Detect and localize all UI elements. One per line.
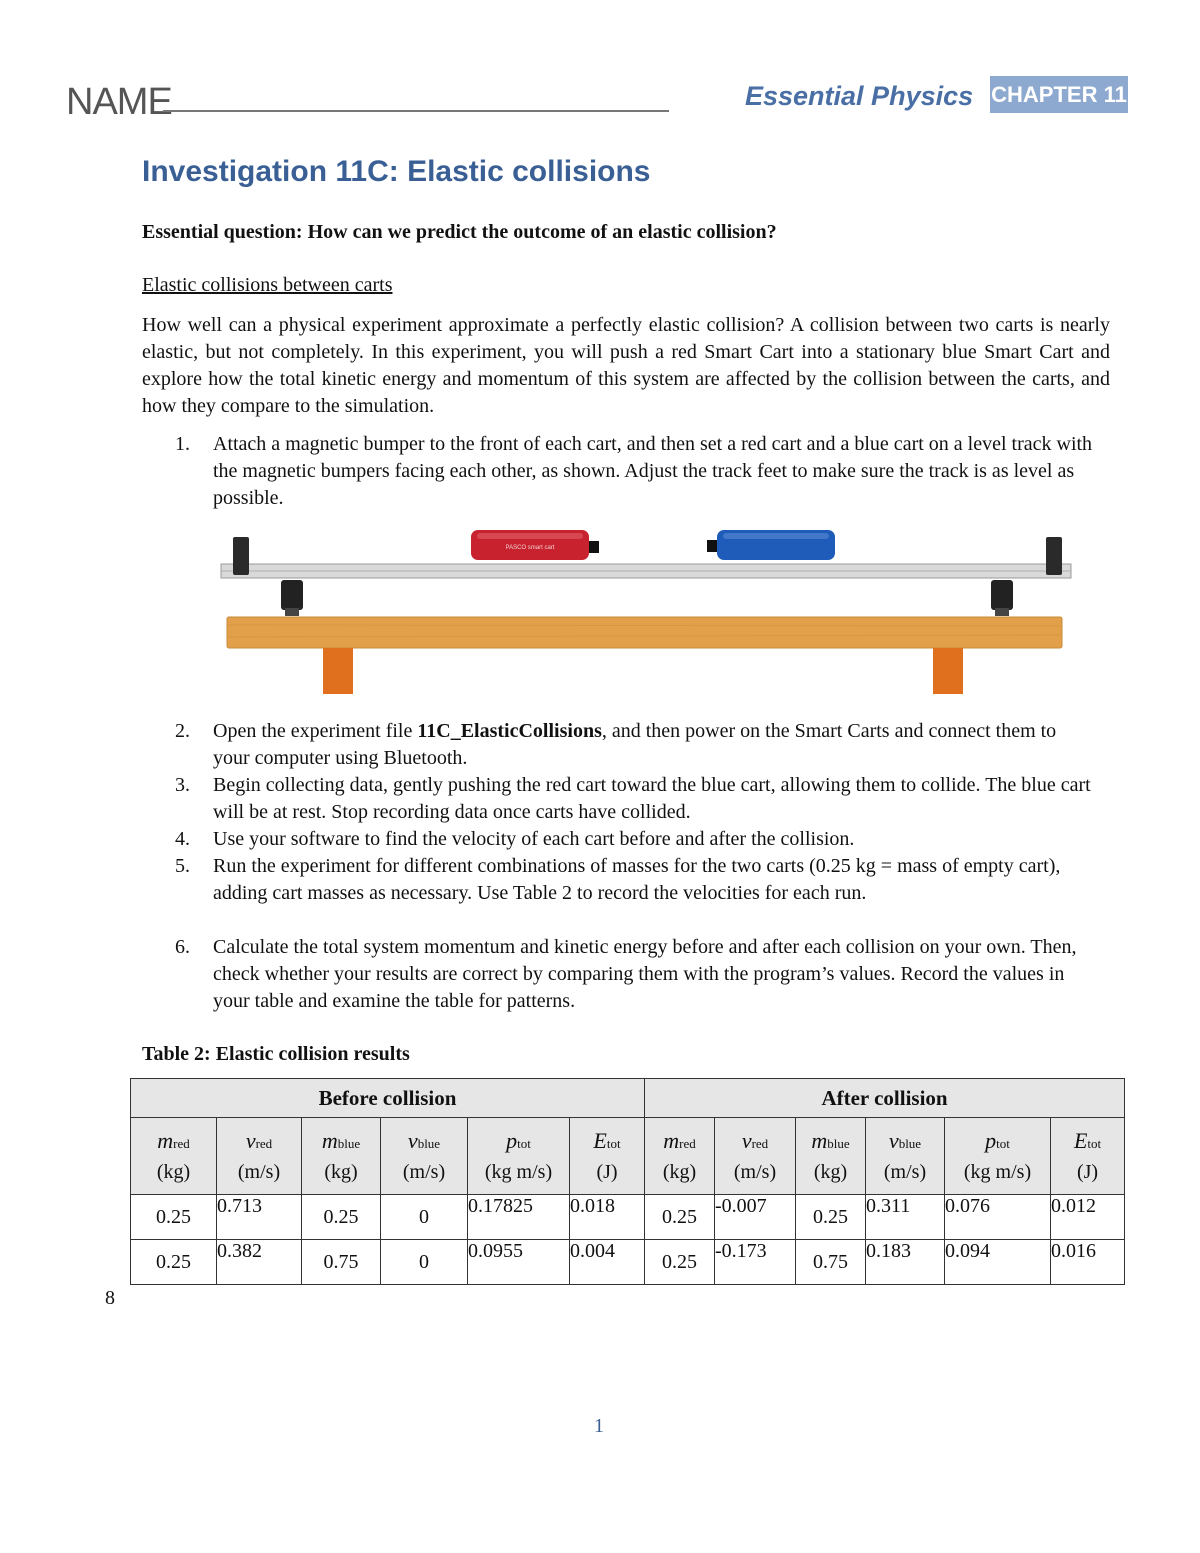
section-heading: Elastic collisions between carts (142, 274, 393, 296)
step-text (213, 718, 1095, 772)
table-cell: 0 (381, 1240, 468, 1285)
step-number: 5. (175, 855, 190, 877)
column-var: v (407, 1127, 418, 1153)
column-unit: (kg) (156, 1160, 191, 1183)
chapter-badge: CHAPTER 11 (990, 76, 1128, 113)
column-sub: tot (1087, 1135, 1102, 1151)
column-sub: blue (417, 1135, 441, 1151)
column-sub: red (679, 1135, 696, 1151)
table-cell: 0.25 (645, 1240, 715, 1285)
page-title: Investigation 11C: Elastic collisions (142, 155, 651, 188)
table-cell: 0.382 (217, 1240, 302, 1285)
column-header (302, 1118, 381, 1195)
column-unit: (J) (1076, 1160, 1099, 1183)
essential-question: Essential question: How can we predict the outcome of an elastic collision? (142, 221, 777, 243)
table-cell: -0.173 (715, 1240, 796, 1285)
column-var: v (741, 1127, 752, 1153)
step-5 (175, 853, 1095, 907)
table-cell: 0.0955 (468, 1240, 570, 1285)
table-row (131, 1240, 1125, 1285)
table-cell: 0.25 (796, 1195, 866, 1240)
step-3 (175, 772, 1095, 826)
column-unit: (J) (596, 1160, 618, 1183)
step-number: 4. (175, 828, 190, 850)
step-2 (175, 718, 1095, 772)
step-number: 6. (175, 936, 190, 958)
column-sub: tot (996, 1135, 1010, 1151)
table-cell: -0.007 (715, 1195, 796, 1240)
results-table (130, 1078, 1125, 1285)
table-cell: 0.004 (570, 1240, 645, 1285)
experiment-file-name: 11C_ElasticCollisions (417, 720, 602, 742)
step-4 (175, 826, 1095, 853)
column-header (570, 1118, 645, 1195)
page-number: 1 (594, 1415, 604, 1437)
table-cell: 0.076 (945, 1195, 1051, 1240)
column-sub: tot (606, 1135, 621, 1151)
table-cell: 0.713 (217, 1195, 302, 1240)
table-cell: 0.311 (866, 1195, 945, 1240)
step-number: 2. (175, 720, 190, 742)
step-text-post: , and then power on the Smart Carts and connect them to your computer using Bluetooth. (213, 720, 1057, 769)
column-var: v (245, 1127, 256, 1153)
column-header (217, 1118, 302, 1195)
board-leg-left (323, 648, 353, 694)
table-row (131, 1195, 1125, 1240)
table-group-header-row (131, 1079, 1125, 1118)
column-unit: (m/s) (237, 1160, 281, 1183)
table-cell: 0.75 (302, 1240, 381, 1285)
column-var: p (985, 1127, 997, 1153)
column-sub: blue (337, 1135, 361, 1151)
column-var: m (321, 1127, 338, 1153)
table-cell: 0 (381, 1195, 468, 1240)
table-cell: 0.75 (796, 1240, 866, 1285)
column-sub: tot (517, 1135, 531, 1151)
group-header-before: Before collision (131, 1079, 645, 1118)
step-text: Run the experiment for different combinations of masses for the two carts (0.25 kg = mass of empty cart), adding cart masses as necessary. Use Table 2 to record the velocities for each run. (213, 855, 1061, 904)
column-unit: (m/s) (733, 1160, 777, 1183)
column-sub: blue (827, 1135, 850, 1151)
step-number: 1. (175, 433, 190, 455)
column-header (715, 1118, 796, 1195)
column-header (645, 1118, 715, 1195)
step-number: 3. (175, 774, 190, 796)
column-var: p (506, 1127, 518, 1153)
column-header (945, 1118, 1051, 1195)
column-unit: (m/s) (883, 1160, 927, 1183)
end-stop-right (1046, 537, 1062, 575)
step-text: Use your software to find the velocity of each cart before and after the collision. (213, 828, 855, 850)
table-cell: 0.17825 (468, 1195, 570, 1240)
name-line (163, 110, 669, 112)
table-cell: 0.016 (1051, 1240, 1125, 1285)
name-label: NAME (66, 81, 172, 123)
column-unit: (kg m/s) (963, 1160, 1032, 1183)
column-unit: (kg) (813, 1160, 848, 1183)
column-unit: (m/s) (402, 1160, 446, 1183)
column-header (1051, 1118, 1125, 1195)
table-cell: 0.018 (570, 1195, 645, 1240)
column-header (866, 1118, 945, 1195)
column-header (131, 1118, 217, 1195)
column-var: E (593, 1127, 607, 1153)
table-column-header-row (131, 1118, 1125, 1195)
step-text: Calculate the total system momentum and kinetic energy before and after each collision on your own. Then, check whether your results are correct by comparing them with the program’s values. Record the values in your table and examine the table for patterns. (213, 936, 1077, 1012)
column-header (468, 1118, 570, 1195)
column-unit: (kg) (662, 1160, 697, 1183)
column-var: v (888, 1127, 899, 1153)
track-foot-right (991, 580, 1013, 610)
table-cell: 0.012 (1051, 1195, 1125, 1240)
column-sub: red (751, 1135, 769, 1151)
red-cart-label: PASCO smart cart (505, 545, 555, 551)
track-foot-left (281, 580, 303, 610)
table-cell: 0.094 (945, 1240, 1051, 1285)
table-cell: 0.25 (302, 1195, 381, 1240)
column-header (796, 1118, 866, 1195)
step-6 (175, 934, 1095, 1015)
group-header-after: After collision (645, 1079, 1125, 1118)
column-var: m (811, 1127, 828, 1153)
track-carts-illustration (215, 525, 1075, 700)
step-text-pre: Open the experiment file (213, 720, 418, 742)
table-caption: Table 2: Elastic collision results (142, 1043, 410, 1065)
table-cell: 0.25 (131, 1195, 217, 1240)
wood-board (227, 617, 1062, 648)
column-var: m (663, 1127, 680, 1153)
step-1 (175, 431, 1095, 512)
table-cell: 0.25 (645, 1195, 715, 1240)
column-var: E (1073, 1127, 1088, 1153)
brand-title: Essential Physics (745, 81, 974, 111)
column-sub: red (255, 1135, 273, 1151)
step-text: Attach a magnetic bumper to the front of each cart, and then set a red cart and a blue cart on a level track with the magnetic bumpers facing each other, as shown. Adjust the track feet to make sure the track is as level as possible. (213, 433, 1093, 509)
column-header (381, 1118, 468, 1195)
column-sub: red (173, 1135, 190, 1151)
intro-paragraph: How well can a physical experiment approximate a perfectly elastic collision? A collision between two carts is nearly elastic, but not completely. In this experiment, you will push a red Smart Cart into a stationary blue Smart Cart and explore how the total kinetic energy and momentum of this system are affected by the collision between the carts, and how they compare to the simulation. (142, 314, 1110, 417)
column-var: m (157, 1127, 174, 1153)
table-cell: 0.25 (131, 1240, 217, 1285)
margin-number: 8 (105, 1287, 115, 1309)
column-unit: (kg) (324, 1160, 358, 1183)
table-cell: 0.183 (866, 1240, 945, 1285)
column-unit: (kg m/s) (484, 1160, 553, 1183)
board-leg-right (933, 648, 963, 694)
end-stop-left (233, 537, 249, 575)
step-text: Begin collecting data, gently pushing the red cart toward the blue cart, allowing them to collide. The blue cart will be at rest. Stop recording data once carts have collided. (213, 774, 1091, 823)
column-sub: blue (898, 1135, 922, 1151)
